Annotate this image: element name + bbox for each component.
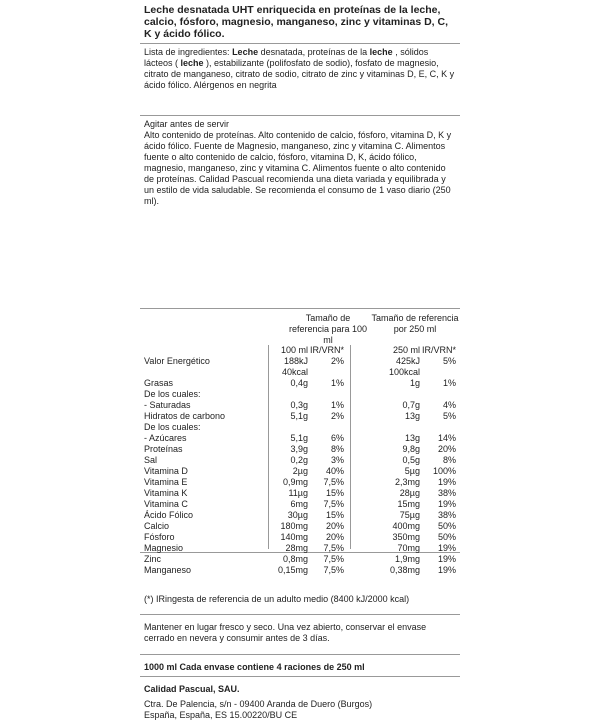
ir-100ml: 1% xyxy=(330,378,344,388)
ir-100ml: 15% xyxy=(325,488,344,498)
table-row xyxy=(144,543,456,554)
ir-250ml: 19% xyxy=(437,554,456,564)
value-250ml: 9,8g xyxy=(402,444,420,454)
quantity-text: 1000 ml Cada envase contiene 4 raciones de 250 ml xyxy=(144,662,365,672)
ir-100ml: 7,5% xyxy=(323,565,344,575)
value-250ml: 425kJ xyxy=(395,356,420,366)
nutrient-name: Sal xyxy=(144,455,158,465)
ir-100ml: 1% xyxy=(330,400,344,410)
value-100ml: 5,1g xyxy=(290,433,308,443)
ir-250ml: 38% xyxy=(437,488,456,498)
allergen-milk: leche xyxy=(369,47,393,57)
table-row xyxy=(144,400,456,411)
value-250ml: 13g xyxy=(404,411,420,421)
value-250ml: 0,7g xyxy=(402,400,420,410)
nutrient-name: - Azúcares xyxy=(144,433,187,443)
ir-100ml: 2% xyxy=(330,411,344,421)
value-250ml: 70mg xyxy=(397,543,420,553)
nutrient-name: Vitamina D xyxy=(144,466,188,476)
table-row xyxy=(144,477,456,488)
ir-100ml: 3% xyxy=(330,455,344,465)
nutrient-name: Vitamina K xyxy=(144,488,188,498)
nutrient-name: - Saturadas xyxy=(144,400,191,410)
ref-250-label: Tamaño de referencia por 250 ml xyxy=(371,313,459,334)
col-ir-100: IR/VRN* xyxy=(310,345,345,355)
reference-header xyxy=(144,313,459,345)
ir-100ml: 6% xyxy=(330,433,344,443)
value-250ml: 5µg xyxy=(404,466,420,476)
nutrient-name: Grasas xyxy=(144,378,174,388)
value-100ml: 188kJ xyxy=(283,356,308,366)
column-divider xyxy=(350,345,351,549)
company-address-line: España, España, ES 15.00220/BU CE xyxy=(144,710,298,720)
nutrition-table-section xyxy=(140,309,460,575)
ir-250ml: 14% xyxy=(437,433,456,443)
ir-250ml: 19% xyxy=(437,499,456,509)
value-100ml: 0,9mg xyxy=(282,477,308,487)
ir-250ml: 50% xyxy=(437,521,456,531)
footnote-text: (*) IRingesta de referencia de un adulto medio (8400 kJ/2000 kcal) xyxy=(144,594,410,604)
value-100ml: 30µg xyxy=(287,510,308,520)
value-100ml: 6mg xyxy=(290,499,308,509)
value-100ml: 2µg xyxy=(292,466,308,476)
ir-250ml: 1% xyxy=(442,378,456,388)
ingredients-part: desnatada, proteínas de la xyxy=(258,47,370,57)
table-row xyxy=(144,466,456,477)
table-row xyxy=(144,521,456,532)
value-100ml: 0,3g xyxy=(290,400,308,410)
ir-100ml: 40% xyxy=(325,466,344,476)
nutrient-name: Manganeso xyxy=(144,565,192,575)
nutrition-label xyxy=(140,4,460,720)
ir-100ml: 7,5% xyxy=(323,499,344,509)
table-row xyxy=(144,356,456,367)
ir-250ml: 19% xyxy=(437,565,456,575)
ir-100ml: 7,5% xyxy=(323,543,344,553)
nutrition-rows xyxy=(144,356,456,576)
value-100ml: 140mg xyxy=(280,532,308,542)
value-100ml: 0,15mg xyxy=(277,565,308,575)
nutrient-name: Vitamina E xyxy=(144,477,188,487)
ir-100ml: 8% xyxy=(330,444,344,454)
ir-250ml: 20% xyxy=(437,444,456,454)
column-header-row xyxy=(144,345,456,356)
ref-100-label: Tamaño de referencia para 100 ml xyxy=(288,313,368,345)
nutrient-name: Vitamina C xyxy=(144,499,188,509)
ir-250ml: 19% xyxy=(437,477,456,487)
value-250ml: 100kcal xyxy=(388,367,420,377)
value-250ml: 350mg xyxy=(392,532,420,542)
ir-100ml: 15% xyxy=(325,510,344,520)
value-250ml: 28µg xyxy=(399,488,420,498)
storage-section xyxy=(140,615,460,655)
nutrient-name: Zinc xyxy=(144,554,162,564)
col-ir-250: IR/VRN* xyxy=(422,345,457,355)
ir-100ml: 20% xyxy=(325,521,344,531)
table-row xyxy=(144,488,456,499)
ir-250ml: 5% xyxy=(442,411,456,421)
nutrient-name: De los cuales: xyxy=(144,389,201,399)
ir-100ml: 20% xyxy=(325,532,344,542)
allergen-milk: Leche xyxy=(232,47,259,57)
ir-100ml: 7,5% xyxy=(323,477,344,487)
table-row xyxy=(144,411,456,422)
ir-250ml: 4% xyxy=(442,400,456,410)
ir-250ml: 8% xyxy=(442,455,456,465)
table-row xyxy=(144,433,456,444)
nutrition-table xyxy=(144,313,459,576)
value-100ml: 0,8mg xyxy=(282,554,308,564)
allergen-milk: leche xyxy=(180,58,204,68)
table-row xyxy=(144,389,456,400)
value-100ml: 3,9g xyxy=(290,444,308,454)
value-100ml: 0,2g xyxy=(290,455,308,465)
quantity-section xyxy=(140,655,460,677)
value-250ml: 0,38mg xyxy=(389,565,420,575)
claims-section xyxy=(140,116,460,309)
value-250ml: 0,5g xyxy=(402,455,420,465)
nutrient-name: Calcio xyxy=(144,521,170,531)
nutrient-name: Fósforo xyxy=(144,532,175,542)
ir-100ml: 2% xyxy=(330,356,344,366)
value-250ml: 1g xyxy=(409,378,420,388)
col-250ml: 250 ml xyxy=(392,345,420,355)
nutrient-name: Hidratos de carbono xyxy=(144,411,226,421)
value-100ml: 11µg xyxy=(288,488,308,498)
storage-text: Mantener en lugar fresco y seco. Una vez abierto, conservar el envase cerrado en nevera y consumir antes de 3 días. xyxy=(144,622,427,643)
table-row xyxy=(144,499,456,510)
ingredients-part: , sólidos lácteos ( xyxy=(144,47,429,68)
ingredients-label: Lista de ingredientes: xyxy=(144,47,233,57)
value-100ml: 40kcal xyxy=(281,367,308,377)
value-250ml: 400mg xyxy=(392,521,420,531)
value-250ml: 15mg xyxy=(397,499,420,509)
ingredients-part: ), estabilizante (polifosfato de sodio), fosfato de magnesio, citrato de manganeso, citrato de sodio, citrato de zinc y vitaminas D, E, C, K y ácido fólico. Alérgenos en negrita xyxy=(144,58,455,90)
nutrient-name: De los cuales: xyxy=(144,422,201,432)
column-divider xyxy=(268,345,269,549)
value-100ml: 5,1g xyxy=(290,411,308,421)
value-250ml: 13g xyxy=(404,433,420,443)
nutrient-name: Magnesio xyxy=(144,543,184,553)
value-100ml: 180mg xyxy=(280,521,308,531)
ir-100ml: 7,5% xyxy=(323,554,344,564)
ir-250ml: 50% xyxy=(437,532,456,542)
table-row xyxy=(144,378,456,389)
nutrient-name: Valor Energético xyxy=(144,356,210,366)
claims-text: Alto contenido de proteínas. Alto contenido de calcio, fósforo, vitamina D, K y ácido fólico. Fuente de Magnesio, manganeso, zinc y vitamina C. Alimentos fuente o alto contenido de calcio, fósforo, vitamina D, K, ácido fólico, magnesio, manganeso, zinc y vitamina C. Alimentos fuente o alto contenido de proteínas. Calidad Pascual recomienda una dieta variada y equilibrada y un estilo de vida saludable. Se recomienda el consumo de 1 vaso diario (250 ml). xyxy=(144,130,452,206)
nutrient-name: Proteínas xyxy=(144,444,183,454)
col-100ml: 100 ml xyxy=(280,345,308,355)
ingredients-section xyxy=(140,44,460,116)
value-100ml: 28mg xyxy=(285,543,308,553)
value-250ml: 75µg xyxy=(399,510,420,520)
company-name: Calidad Pascual, SAU. xyxy=(144,684,240,694)
value-250ml: 2,3mg xyxy=(394,477,420,487)
table-row xyxy=(144,510,456,521)
ir-250ml: 19% xyxy=(437,543,456,553)
ir-250ml: 5% xyxy=(442,356,456,366)
product-title: Leche desnatada UHT enriquecida en proteínas de la leche, calcio, fósforo, magnesio, manganeso, zinc y vitaminas D, C, K y ácido fólico. xyxy=(140,4,460,44)
table-row xyxy=(144,422,456,433)
table-row xyxy=(144,455,456,466)
table-row xyxy=(144,367,456,378)
table-row xyxy=(144,444,456,455)
table-row xyxy=(144,554,456,565)
ir-250ml: 38% xyxy=(437,510,456,520)
value-250ml: 1,9mg xyxy=(394,554,420,564)
company-section xyxy=(140,677,460,724)
ingredients-text xyxy=(144,47,456,91)
company-address-line: Ctra. De Palencia, s/n - 09400 Aranda de Duero (Burgos) xyxy=(144,699,373,709)
ir-250ml: 100% xyxy=(432,466,456,476)
nutrient-name: Ácido Fólico xyxy=(144,510,194,520)
table-row xyxy=(144,532,456,543)
table-row xyxy=(144,565,456,576)
value-100ml: 0,4g xyxy=(290,378,308,388)
shake-instruction: Agitar antes de servir xyxy=(144,119,230,129)
